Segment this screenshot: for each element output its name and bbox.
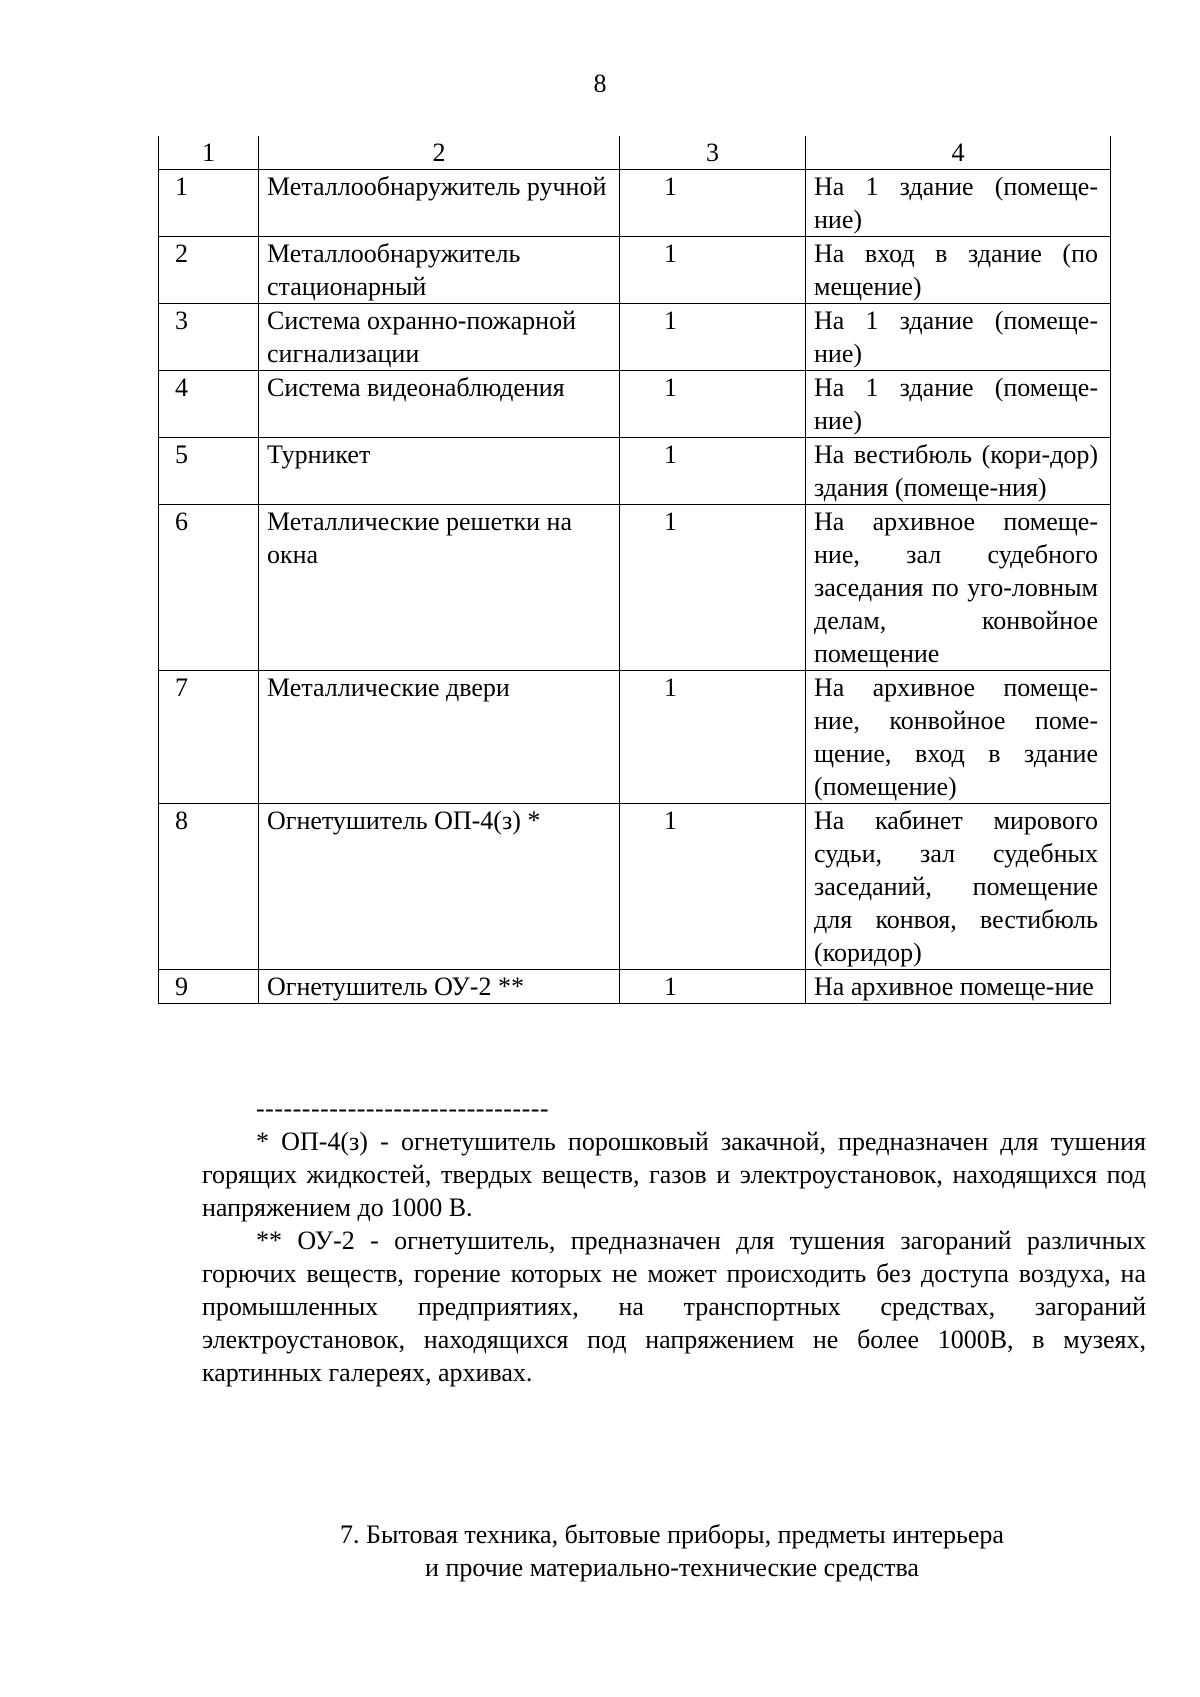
row-number: 5 xyxy=(159,438,259,505)
table-header-row xyxy=(159,136,1111,170)
item-quantity: 1 xyxy=(620,671,806,804)
column-header: 3 xyxy=(620,136,806,170)
equipment-table xyxy=(158,136,1111,1004)
section-heading-line: и прочие материально-технические средства xyxy=(425,1553,919,1582)
item-name: Металлообнаружитель стационарный xyxy=(259,237,620,304)
item-location: На 1 здание (помеще-ние) xyxy=(806,304,1111,371)
table-row xyxy=(159,505,1111,671)
item-name: Металлообнаружитель ручной xyxy=(259,170,620,237)
item-location: На архивное помеще-ние, зал судебного заседания по уго-ловным делам, конвойное помещение xyxy=(806,505,1111,671)
item-location: На архивное помеще-ние, конвойное поме-щение, вход в здание (помещение) xyxy=(806,671,1111,804)
item-location: На вестибюль (кори-дор) здания (помеще-ния) xyxy=(806,438,1111,505)
row-number: 8 xyxy=(159,804,259,970)
row-number: 2 xyxy=(159,237,259,304)
table-row xyxy=(159,371,1111,438)
footnotes xyxy=(202,1092,1146,1389)
item-location: На 1 здание (помеще-ние) xyxy=(806,170,1111,237)
item-name: Металлические решетки на окна xyxy=(259,505,620,671)
table-row xyxy=(159,804,1111,970)
section-heading-line: 7. Бытовая техника, бытовые приборы, предметы интерьера xyxy=(340,1520,1004,1549)
column-header: 4 xyxy=(806,136,1111,170)
item-quantity: 1 xyxy=(620,970,806,1004)
item-quantity: 1 xyxy=(620,804,806,970)
footnote-ou2: ** ОУ-2 - огнетушитель, предназначен для тушения загораний различных горючих веществ, горение которых не может происходить без доступа воздуха, на промышленных предприятиях, на транспортных средствах, загораний электроустановок, находящихся под напряжением не более 1000В, в музеях, картинных галереях, архивах. xyxy=(202,1226,1146,1387)
item-quantity: 1 xyxy=(620,505,806,671)
table-row xyxy=(159,671,1111,804)
row-number: 4 xyxy=(159,371,259,438)
item-location: На вход в здание (по мещение) xyxy=(806,237,1111,304)
table-row xyxy=(159,438,1111,505)
column-header: 1 xyxy=(159,136,259,170)
footnote-separator: -------------------------------- xyxy=(256,1094,550,1123)
item-quantity: 1 xyxy=(620,371,806,438)
table-row xyxy=(159,170,1111,237)
item-quantity: 1 xyxy=(620,438,806,505)
item-quantity: 1 xyxy=(620,304,806,371)
table-row xyxy=(159,970,1111,1004)
row-number: 1 xyxy=(159,170,259,237)
item-name: Металлические двери xyxy=(259,671,620,804)
row-number: 3 xyxy=(159,304,259,371)
item-name: Огнетушитель ОП-4(з) * xyxy=(259,804,620,970)
item-location: На 1 здание (помеще-ние) xyxy=(806,371,1111,438)
section-heading xyxy=(250,1518,1094,1584)
item-name: Огнетушитель ОУ-2 ** xyxy=(259,970,620,1004)
row-number: 9 xyxy=(159,970,259,1004)
item-location: На кабинет мирового судьи, зал судебных заседаний, помещение для конвоя, вестибюль (коридор) xyxy=(806,804,1111,970)
item-name: Система видеонаблюдения xyxy=(259,371,620,438)
item-name: Система охранно-пожарной сигнализации xyxy=(259,304,620,371)
item-quantity: 1 xyxy=(620,237,806,304)
item-location: На архивное помеще-ние xyxy=(806,970,1111,1004)
item-name: Турникет xyxy=(259,438,620,505)
footnote-op4: * ОП-4(з) - огнетушитель порошковый закачной, предназначен для тушения горящих жидкостей, твердых веществ, газов и электроустановок, находящихся под напряжением до 1000 В. xyxy=(202,1127,1146,1222)
page-number: 8 xyxy=(593,69,607,98)
item-quantity: 1 xyxy=(620,170,806,237)
row-number: 6 xyxy=(159,505,259,671)
table-row xyxy=(159,237,1111,304)
column-header: 2 xyxy=(259,136,620,170)
table-row xyxy=(159,304,1111,371)
row-number: 7 xyxy=(159,671,259,804)
